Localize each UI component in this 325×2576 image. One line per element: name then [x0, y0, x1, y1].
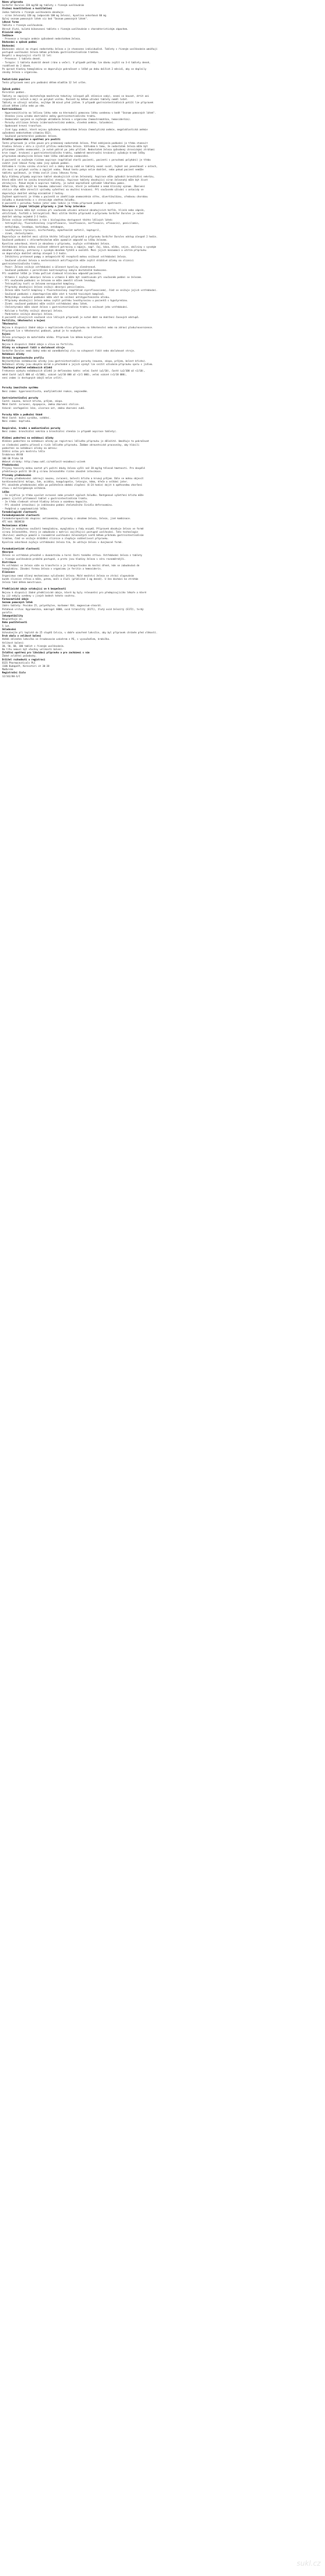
text-line: Není známo: hypersenzitivita, anafylaktické reakce, angioedém. [2, 390, 88, 393]
text-line: - Vitamin C zvyšuje absorpci železa a vitamin E může být inaktivován při současném podání se železem. [2, 276, 142, 279]
text-line: tabletu spolknout, je třeba zvolit jinou lékovou formu. [2, 172, 79, 175]
text-line: - methyldopa, levodopa, karbidopa, entakapon, [2, 226, 65, 229]
text-line: Nejsou k dispozici žádné údaje o nepříznivém vlivu přípravku na těhotenství nebo na zdraví plodu/novorozence. [2, 326, 153, 329]
text-line: Šrobárova 49/48 [2, 454, 23, 457]
text-line: - Prevence a terapie anémie způsobené nedostatkem železa. [2, 38, 81, 41]
text-line: Méně časté: zvracení, dyspepsie, změna zbarvení stolice. [2, 403, 80, 407]
text-line: Webové stránky: http://www.sukl.cz/nahlasit-nezadouci-ucinek [2, 460, 86, 463]
text-line: Časté: nauzea, bolest břicha, průjem, zácpa. [2, 400, 63, 403]
text-line: - Jiné typy anémií, které nejsou způsobeny nedostatkem železa (hemolytická anémie, megaloblastická anémie [2, 128, 148, 131]
text-line: U pacientů s poruchou funkce jater nebo ledvin je třeba přípravek podávat s opatrností. [2, 202, 123, 206]
section-heading: Předávkování [2, 463, 19, 467]
section-heading: Druh obalu a velikost balení [2, 635, 41, 638]
text-line: doporučuje dodržet odstup minimálně 2 hodiny. [2, 192, 65, 195]
section-heading: Těhotenství [2, 323, 18, 326]
text-line: příznakem jiného onemocnění, je nutné pátrat po jeho příčině. Nedostatek železa způsobený chronickými ztrátami [2, 148, 155, 151]
section-heading: Doba použitelnosti [2, 621, 28, 625]
text-line: Tento přípravek není pro podávání dětem mladším 12 let určen. [2, 81, 87, 84]
text-line: Tento přípravek je určen pouze pro prokázaný nedostatek železa. Před zahájením podávání je třeba stanovit [2, 142, 148, 145]
watermark: sukl.cz [296, 2560, 321, 2568]
text-line: Po vstřebání se železo váže na transferin a je transportováno do kostní dřeně, kde se zabudovává do [2, 564, 140, 567]
section-heading: Název přípravku [2, 1, 23, 4]
text-line: obsahem vlákniny, potraviny s vysokým obsahem fytátů a oxalátů. Mezi jejich konzumací a užitím přípravku [2, 249, 147, 252]
text-line: - Onemocnění spojená se zvýšeným ukládáním železa v organismu (hemochromatóza, hemosideróza). [2, 118, 131, 122]
text-line: - Pozor: Železo snižuje vstřebávání a účinnost kyseliny alendronové. [2, 266, 96, 269]
text-line: 100 00 Praha 10 [2, 457, 23, 460]
text-line: přípravkem obsahujícím železo také léčbu základního onemocnění. [2, 155, 90, 158]
text-line: ve sledování poměru přínosů a rizik léčivého přípravku. Žádáme zdravotnické pracovníky, aby hlásili [2, 443, 140, 447]
text-line: gastrointestinálního traktu. [2, 262, 41, 266]
text-line: Jedna tableta s řízeným uvolňováním obsahuje: [2, 11, 65, 14]
text-line: krve (např. krvácení z gastrointestinálního traktu, nadměrné menstruační krvácení) vyžaduje kromě léčby [2, 152, 145, 155]
text-line: Nežádoucí účinky jsou obvykle mírné a přechodné a jejich výskyt lze snížit užíváním přípravku spolu s jídlem. [2, 363, 153, 366]
text-line: parafin. [2, 611, 14, 614]
text-line: Tablety se zapíjejí dostatečným množstvím tekutiny (alespoň půl sklenice vody), nesmí se kousat, drtit ani [2, 95, 150, 98]
section-heading: Předklinické údaje vztahující se k bezpečnosti [2, 588, 66, 591]
text-line: méně časté (≥1/1 000 až <1/100), vzácné (≥1/10 000 až <1/1 000), velmi vzácné (<1/10 000), [2, 373, 127, 376]
text-line: uhličitanů, fosfátů a tetracyklinů. Mezi užitím těchto přípravků a přípravku Sorbifer Durules je nutné [2, 212, 144, 215]
text-line: - Přípravky obsahující železo mohou zvýšit potřebu levothyroxinu u pacientů s hypotyreózou. [2, 300, 128, 303]
text-line: Dávkování závisí na stupni nedostatku železa a je stanoveno individuálně. Tablety s řízeným uvolňováním umožňují [2, 48, 158, 51]
text-line: Kyselina askorbová zvyšuje vstřebávání železa tím, že udržuje železo v dvojmocné formě. [2, 541, 123, 544]
text-line: zásoby železa v organismu. [2, 71, 38, 75]
text-line: Železo se vstřebává převážně v dvanáctníku a horní části tenkého střeva. Vstřebávání železa z tablety [2, 554, 142, 558]
text-line: Železo je nezbytnou součástí hemoglobinu, myoglobinu a řady enzymů. Přípravek obsahuje železo ve formě [2, 527, 144, 531]
text-line: síranu železnatého, který je zabudován v matrici zajišťující postupné uvolňování. Tato technologie [2, 531, 138, 534]
section-heading: Způsob podání [2, 88, 21, 91]
text-line: Zvýšené opatrnosti je třeba u pacientů se zánětlivým onemocněním střev, divertikulózou, vředovou chorobou [2, 195, 148, 198]
section-heading: Dávkování [2, 44, 15, 48]
text-line: dodržet odstup nejméně 2-3 hodin. [2, 215, 48, 218]
section-heading: Kojení [2, 333, 11, 336]
text-line: ATC kód: B03AE10 [2, 521, 24, 524]
text-line: - Současné podávání s perorálními kontraceptivy nebylo dostatečně hodnoceno. [2, 269, 108, 273]
text-line: - Pankreatin snižuje absorpci železa. [2, 313, 54, 316]
text-line: Perorální podání. [2, 91, 26, 95]
section-heading: Farmaceutické údaje [2, 598, 29, 601]
section-heading: Indikace [2, 35, 14, 38]
text-line: Není známo: kopřivka. [2, 420, 31, 423]
text-line: Nejsou k dispozici žádné údaje o vlivu na fertilitu. [2, 343, 75, 346]
section-heading: Hlášení podezření na nežádoucí účinky [2, 437, 54, 440]
text-line: se doporučuje dodržet odstup alespoň 1-2 hodin. [2, 253, 68, 256]
text-line: Velikost balení: [2, 641, 24, 645]
text-line: ohrožující. Pokud dojde k aspiraci tablety, je nutné neprodleně vyhledat lékařskou pomoc. [2, 182, 126, 185]
text-line: Nejsou k dispozici žádné předklinické údaje, které by byly relevantní pro předepisujícího lékaře a které [2, 591, 147, 594]
text-line: - Methyldopa: současné podávání může vést ke snížení antihypertenzního účinku. [2, 296, 110, 299]
section-heading: Poruchy kůže a podkožní tkáně [2, 413, 43, 416]
text-line: - levothyroxin (tyroxin), bisfosfonáty, mykofenolát mofetil, kaptopril, [2, 229, 101, 232]
text-line: Během léčby může dojít ke tmavému zabarvení stolice, které je neškodné a nemá klinický význam. Zbarvení [2, 186, 145, 189]
text-line: traktem, čímž se snižuje dráždění sliznice a zlepšuje snášenlivost přípravku. [2, 538, 109, 541]
section-heading: Skladování [2, 628, 16, 631]
text-line: Hlášení podezření na nežádoucí účinky po registraci léčivého přípravku je důležité. Umožňuje to pokračovat [2, 440, 150, 443]
text-line: Uchovávejte při teplotě do 25 stupňů Celsia, v dobře uzavřené lahvičce, aby byl přípravek chráněn před vlhkostí. [2, 632, 158, 635]
text-line: pomoci zjistit přítomnost tablet v gastrointestinálním traktu. [2, 497, 88, 500]
text-line: Méně časté: kožní vyrážka, svědění. [2, 417, 51, 420]
text-line: Vstřebávání železa mohou snižovat některé potraviny a nápoje, např. čaj, káva, mléko, vejce, obilniny s vysokým [2, 246, 157, 249]
section-heading: Příznaky předávkování [2, 474, 31, 477]
text-line: Při souběžné léčbě je třeba pečlivě sledovat klinickou odpověď pacienta. [2, 273, 102, 276]
section-heading: Pediatrická populace [2, 78, 30, 81]
section-heading: Fertilita [2, 340, 15, 343]
text-line: Potahová vrstva: Hypromelóza, makrogol 6000, oxid titaničitý (E171), žlutý oxid železitý (E172), tvrdý [2, 608, 144, 611]
text-line: Není známo: bronchiální nekróza a bronchiální stenóza (v případě aspirace tablety). [2, 430, 118, 433]
text-line: Železo snižuje vstřebávání a tím i biologickou dostupnost těchto léčivých látek: [2, 219, 113, 222]
section-heading: Zvláštní opatření pro likvidaci přípravku a pro zacházení s ním [2, 652, 90, 655]
section-heading: Poruchy imunitního systému [2, 387, 38, 390]
text-line: by již nebyly uvedeny v jiných bodech tohoto souhrnu. [2, 594, 76, 598]
section-heading: Složení kvantitativní a kvalitativní [2, 8, 53, 11]
text-line: Současné podávání s chloramfenikolem může zpomalit odpověď na léčbu železem. [2, 239, 108, 242]
text-line: - Prevence: 1 tableta denně. [2, 58, 41, 61]
text-line: - Současné užívání železa a nesteroidních antiflogistik může zvýšit dráždivé účinky na sliznici [2, 259, 134, 262]
section-heading: Nežádoucí účinky [2, 353, 24, 356]
text-line: s řízeným uvolňováním probíhá postupně, a proto jsou hladiny železa v séru rovnoměrnější. [2, 558, 126, 561]
text-line: Okrově žlutá, kulatá bikonvexní tableta s řízeným uvolňováním s charakteristickým zápachem. [2, 28, 128, 31]
section-heading: Držitel rozhodnutí o registraci [2, 658, 46, 661]
section-heading: Farmakologické vlastnosti [2, 511, 37, 514]
text-line: - Při závažné intoxikaci je indikováno podání chelatačního činidla deferoxaminu. [2, 504, 113, 507]
text-line: U pacientů se zvýšeným rizikem aspirace (například starší pacienti, pacienti s poruchami polykání) je třeba [2, 158, 151, 162]
section-heading: Léková forma [2, 21, 19, 24]
section-heading: Fertilita, těhotenství a kojení [2, 320, 46, 323]
text-line: Byly hlášeny případy aspirace tablet obsahujících síran železnatý. Aspirace může způsobit bronchiální nekrózu, [2, 175, 155, 178]
section-heading: Tabulkový přehled nežádoucích účinků [2, 367, 53, 370]
text-line: Přípravek lze v těhotenství podávat, pokud je to nezbytné. [2, 329, 83, 333]
text-line: Frekvence výskytu nežádoucích účinků je definována takto: velmi časté (≥1/10), časté (≥1/100 až <1/10), [2, 370, 145, 373]
spc-document [0, 0, 321, 680]
text-line: Hnědá skleněná lahvička se šroubovacím uzávěrem z PE, s vysoušedlem, krabička. [2, 638, 110, 641]
text-line: 12/162/80-S/C [2, 675, 21, 678]
text-line: - Terapie: 1 tableta dvakrát denně (ráno a večer). V případě potřeby lze dávku zvýšit na 3-4 tablety denně, [2, 61, 151, 64]
text-line: - Současné parenterální podávání železa. [2, 135, 58, 138]
text-line: - Opakované krevní transfuze. [2, 125, 43, 128]
text-line: která může vést ke vzniku bronchiální stenózy. Aspirace tablety obsahující síran železnatý může být život [2, 178, 148, 182]
text-line: - Tetracykliny tvoří se železem nerozpustné komplexy. [2, 283, 76, 286]
text-line: - Podpůrná a symptomatická léčba. [2, 507, 48, 511]
text-line: (Durules) umožňuje pomalé a rovnoměrné uvolňování železnatých iontů během průchodu gastrointestinálním [2, 534, 144, 538]
text-line: zvážit jiné lékové formy nebo jiný způsob podání. [2, 162, 70, 165]
text-line: Při závažném předávkování může po počátečním období zlepšení (6-24 hodin) dojít k opětovnému zhoršení [2, 484, 142, 487]
text-line: Sorbifer Durules nemá žádný nebo má zanedbatelný vliv na schopnost řídit nebo obsluhovat stroje. [2, 350, 135, 353]
text-line: Neuplatňuje se. [2, 618, 23, 621]
text-line: EGIS Pharmaceuticals PLC [2, 661, 36, 665]
section-heading: Klinické údaje [2, 31, 22, 34]
section-heading: Účinky na schopnost řídit a obsluhovat stroje [2, 346, 65, 349]
text-line: buněk sliznice střeva a kůže, potem, močí a žlučí (přibližně 1 mg denně). U žen dochází ke ztrátám [2, 578, 138, 581]
text-line: - Kalcium a fosfáty snižují absorpci železa. [2, 309, 63, 313]
text-line: - Hypersenzitivita na léčivou látku nebo na kteroukoli pomocnou látku uvedenou v bodě "Seznam pomocných látek". [2, 111, 157, 115]
text-line: Absorpce železa může být snížena při současném užívání antacid obsahujících hořčík, hliník nebo vápník, [2, 209, 145, 212]
text-line: 5 let. [2, 625, 11, 628]
section-heading: Respirační, hrudní a mediastinální poruchy [2, 427, 61, 430]
text-line: podezření na nežádoucí účinky na adresu: [2, 447, 58, 450]
text-line: Železo prostupuje do mateřského mléka. Přípravek lze během kojení užívat. [2, 336, 103, 340]
text-line: - Co nejdříve je třeba vyvolat zvracení nebo provést výplach žaludku. Rentgenové vyšetření břicha může [2, 494, 144, 497]
section-heading: Farmakokinetické vlastnosti [2, 547, 40, 551]
text-line: - Inhibitory protonové pumpy a antagonisté H2 receptorů mohou snižovat vstřebávání železa. [2, 256, 127, 259]
text-line: Tablety se užívají nalačno, nejlépe 30 minut před jídlem. V případě gastrointestinálních potíží lze přípravek [2, 102, 153, 105]
text-line: - zinek, cholestyramin. [2, 232, 34, 235]
section-heading: Mechanismus účinku [2, 524, 28, 527]
text-line: stavu s multiorgánovým selháním. [2, 487, 47, 491]
section-heading: Eliminace [2, 571, 15, 574]
text-line: Projevy toxicity mohou nastat při požití dávky železa vyšší než 20 mg/kg tělesné hmotnosti. Pro dospělé [2, 467, 145, 471]
text-line: Tableta s řízeným uvolňováním. [2, 24, 44, 28]
text-line: Dospělí a dospívající starší 12 let: [2, 55, 53, 58]
text-line: - Přípravky obsahující železo snižují absorpci penicilaminu. [2, 286, 86, 289]
text-line: Úplný seznam pomocných látek viz bod "Seznam pomocných látek". [2, 18, 88, 21]
text-line: kardiovaskulární kolaps, šok, acidóza, koagulopatie, letargie, kóma, křeče a selhání jater. [2, 480, 128, 484]
section-heading: Shrnutí bezpečnostního profilu [2, 356, 44, 360]
text-line: Doporučuje se dodržet mezi užitím těchto léčivých přípravků a přípravku Sorbifer Durules odstup alespoň 2 hodin. [2, 236, 158, 239]
text-line: hemoglobinu. Zásobní formou železa v organismu je feritin a hemosiderin. [2, 568, 102, 571]
text-line: - Stenóza jícnu a/nebo obstrukční změny gastrointestinálního traktu. [2, 115, 96, 118]
text-line: ale musí se polykat vcelku a zapíjet vodou. Pokud tento pokyn nelze dodržet, nebo pokud pacient nemůže [2, 169, 144, 172]
text-line: Nejčastějšími nežádoucími účinky jsou gastrointestinální poruchy (nauzea, zácpa, průjem, bolest břicha). [2, 360, 147, 363]
text-line: Státní ústav pro kontrolu léčiv [2, 451, 46, 454]
text-line: železa také během menstruace. [2, 581, 43, 584]
text-line: postupné uvolňování železa během průchodu gastrointestinálním traktem. [2, 51, 100, 55]
text-line: Žádné zvláštní požadavky. [2, 655, 37, 658]
text-line: Jádro tablety: Povidon 25, polyethylen, karbomer 934, magnesium-stearát. [2, 605, 102, 608]
text-line: - Je třeba sledovat sérové hladiny železa a vazebnou kapacitu. [2, 501, 88, 504]
section-heading: Interakce s jinými léčivými přípravky a jiné formy interakce [2, 206, 86, 209]
text-line: - Poruchy utilizace železa (sideroachrestická anémie, olověná anémie, talasémie). [2, 122, 115, 125]
text-line: - Při současném podávání se železem se může zmenšit účinek levodopy. [2, 279, 96, 282]
text-line: Maďarsko [2, 668, 14, 672]
text-line: Příznaky předávkování zahrnují nauzeu, zvracení, bolesti břicha a krvavý průjem. Dále se mohou objevit [2, 477, 144, 480]
section-heading: Gastrointestinální poruchy [2, 396, 38, 400]
text-line: Organismus nemá účinný mechanismus vylučování železa. Malé množství železa se ztrácí olupováním [2, 574, 134, 578]
text-line: Sorbifer Durules 320 mg/60 mg tablety s řízeným uvolňováním [2, 4, 84, 8]
text-line: - Současné podávání s dimerkaprolem může vést k tvorbě toxických komplexů. [2, 293, 105, 296]
text-line: U pacientů užívajících současně více léčivých přípravků je nutné dbát na dodržení časových odstupů. [2, 316, 140, 320]
text-line: není známo (z dostupných údajů nelze určit). [2, 376, 63, 380]
section-heading: Farmakodynamické vlastnosti [2, 514, 40, 517]
text-line: - síran železnatý 320 mg (odpovídá 100 mg železa), kyselina askorbová 60 mg [2, 14, 106, 17]
text-line: - Železo může tvořit komplexy s fluorochinolony (například ciprofloxacinem), čímž se snižuje jejich vstřebávání. [2, 289, 158, 293]
text-line: Vzácné: ezofageální léze, ulcerace úst, změna zbarvení zubů. [2, 407, 86, 410]
text-line: žaludku a dvanáctníku a s chronickým zánětem žaludku. [2, 198, 76, 202]
text-line: rozpouštět v ústech a mají se polykat vcelku. Pacient by během užívání tablety neměl ležet. [2, 98, 128, 101]
section-heading: Seznam pomocných látek [2, 601, 33, 605]
section-heading: Registrační číslo [2, 672, 26, 675]
section-heading: Distribuce [2, 561, 16, 564]
text-line: - Zinek: současné podávání může snížit vstřebávání obou látek. [2, 303, 88, 306]
text-line: užívat během jídla nebo po něm. [2, 105, 46, 108]
text-line: Kyselina askorbová, která je obsažena v přípravku, zvyšuje vstřebávání železa. [2, 242, 110, 246]
section-heading: Kontraindikace [2, 108, 22, 111]
section-heading: Absorpce [2, 551, 14, 554]
text-line: Na trhu nemusí být všechny velikosti balení. [2, 648, 63, 652]
section-heading: Inkompatibility [2, 615, 23, 618]
text-line: hladinu železa v séru a zjistit příčinu nedostatku železa. Vzhledem k tomu, že nedostatek železa může být [2, 145, 148, 148]
text-line: Farmakoterapeutická skupina: antianemika, přípravky s obsahem železa, železo, jiné kombinace. [2, 518, 131, 521]
text-line: způsobená nedostatkem vitaminu B12). [2, 131, 53, 135]
text-line: stolice však může zkreslit výsledky vyšetření na okultní krvácení. Při současném užívání s antacidy se [2, 189, 144, 192]
text-line: 1106 Budapešť, Keresztúri út 30-38 [2, 665, 49, 668]
text-line: 30, 50, 60, 100 tablet s řízeným uvolňováním. [2, 645, 65, 648]
text-line: - tetracykliny, fluorochinolony (ciprofloxacin, levofloxacin, norfloxacin, ofloxacin), penicilamin, [2, 222, 140, 226]
section-heading: Zvláštní upozornění a opatření pro použití [2, 138, 61, 142]
section-heading: Dávkování a způsob podání [2, 41, 37, 44]
text-line: představuje požití 10-20 g síranu železnatého riziko závažné intoxikace. [2, 471, 102, 474]
text-line: - Cholestyramin může vázat železo v gastrointestinálním traktu a snižovat jeho vstřebávání. [2, 306, 128, 309]
text-line: Vzhledem k riziku vzniku ulcerací úst a změny barvy zubů se tablety nesmí cucat, žvýkat ani ponechávat v ústech, [2, 165, 158, 168]
text-line: Po úpravě hladiny hemoglobinu se doporučuje pokračovat v léčbě po dobu dalších 2 měsíců, aby se doplnily [2, 68, 147, 71]
section-heading: Léčba [2, 491, 9, 494]
text-line: rozděleně do 2 dávek. [2, 64, 31, 68]
